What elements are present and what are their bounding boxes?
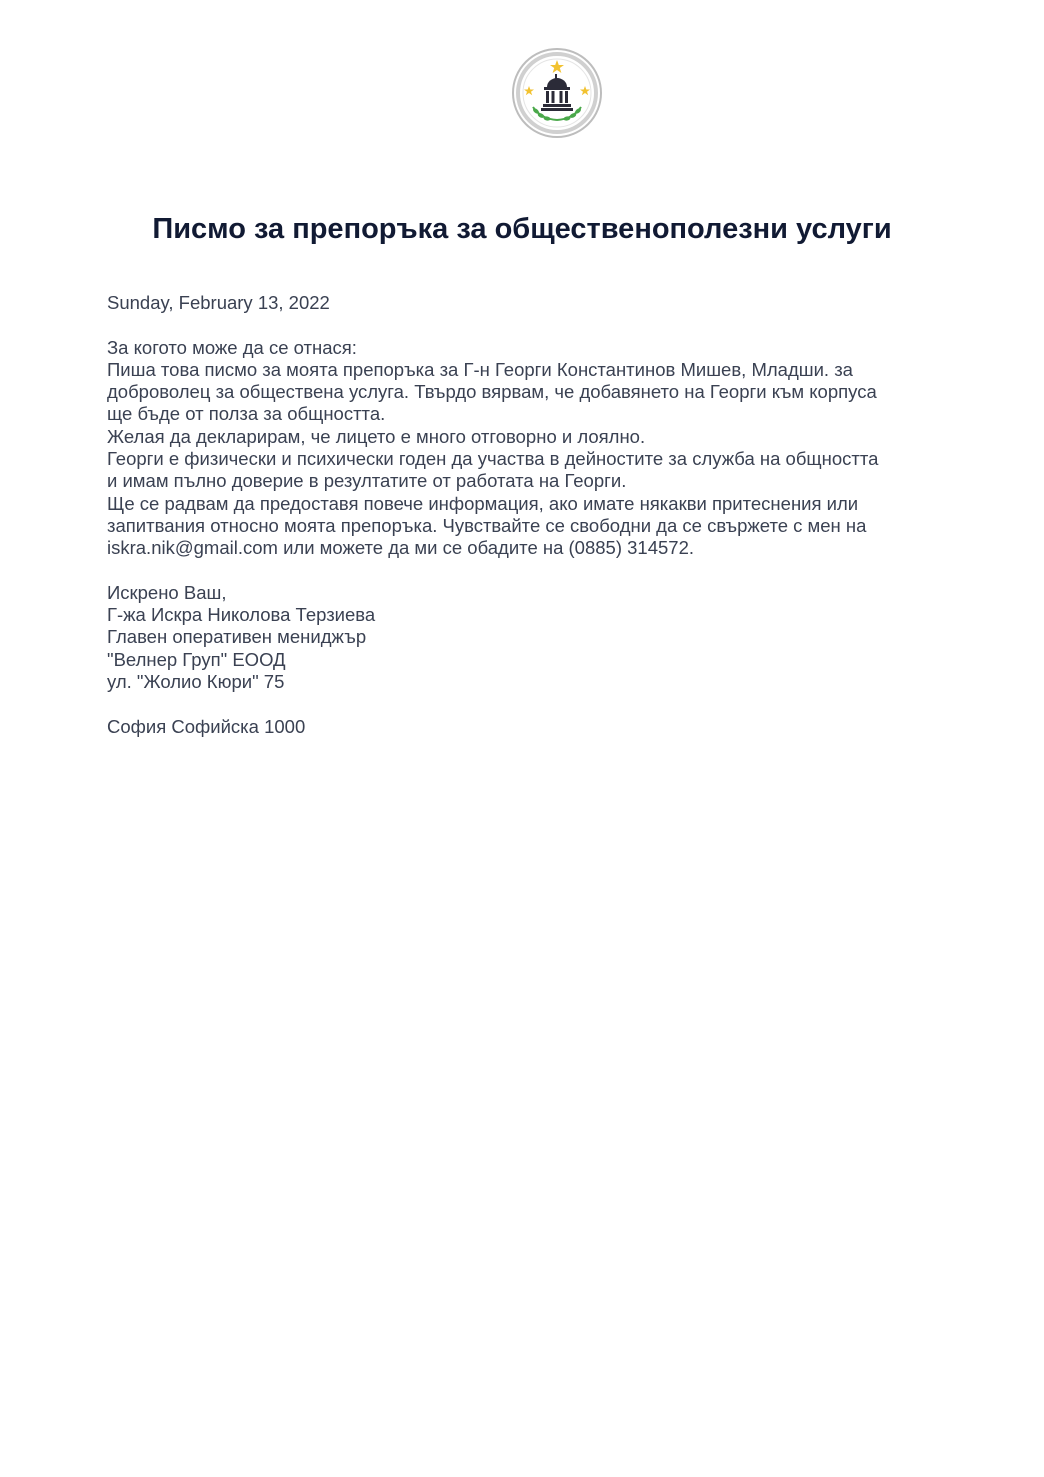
body-line: ще бъде от полза за общността. (107, 403, 386, 425)
signature-block (107, 582, 937, 738)
organization-logo (511, 47, 603, 139)
body-line: iskra.nik@gmail.com или можете да ми се обадите на (0885) 314572. (107, 537, 695, 559)
body-line: и имам пълно доверие в резултатите от работата на Георги. (107, 470, 627, 492)
body-line: Желая да декларирам, че лицето е много отговорно и лоялно. (107, 425, 646, 447)
body-line: Ще се радвам да предоставя повече информация, ако имате някакви притеснения или (107, 492, 859, 514)
city-line: София Софийска 1000 (107, 715, 306, 737)
signer-position: Главен оперативен мениджър (107, 626, 367, 648)
body-line: запитвания относно моята препоръка. Чувствайте се свободни да се свържете с мен на (107, 514, 867, 536)
body-line: Пиша това писмо за моята препоръка за Г-н Георги Константинов Мишев, Младши. за (107, 358, 853, 380)
signer-name: Г-жа Искра Николова Терзиева (107, 604, 376, 626)
letter-title: Писмо за препоръка за общественополезни услуги (152, 213, 892, 245)
closing: Искрено Ваш, (107, 581, 227, 603)
body-line: Георги е физически и психически годен да участва в дейностите за служба на общността (107, 448, 879, 470)
courthouse-seal-icon (511, 47, 603, 139)
street-address: ул. "Жолио Кюри" 75 (107, 671, 285, 693)
letter-date: Sunday, February 13, 2022 (107, 292, 330, 313)
letter-content (107, 292, 937, 738)
letter-salutation: За когото може да се отнася: (107, 336, 357, 358)
body-line: доброволец за обществена услуга. Твърдо вярвам, че добавянето на Георги към корпуса (107, 381, 877, 403)
letter-body (107, 359, 937, 560)
company-name: "Велнер Груп" ЕООД (107, 648, 286, 670)
